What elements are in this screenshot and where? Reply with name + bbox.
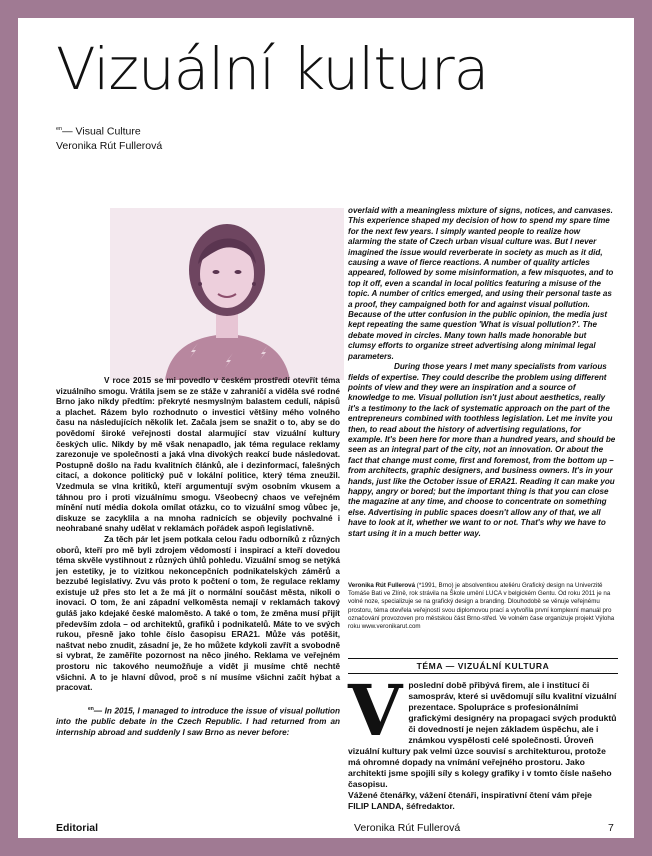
drop-cap: V [348,669,403,752]
page [18,18,634,838]
language-marker: en [56,126,63,132]
footer-author: Veronika Rút Fullerová [354,822,461,834]
portrait-illustration [110,208,344,380]
author-portrait [110,208,344,380]
czech-paragraph-1: V roce 2015 se mi povedlo v českém prostředí otevřít téma vizuálního smogu. Vrátila jsem se ze stáže v zahraničí a viděla své rodné Brno jako nikdy předtím: překryté nesmyslným balastem cedulí, nápisů a plachet. Rázem bylo rozhodnuto o investici většiny mého volného času na následujících několik let. Začala jsem se snažit o to, aby se do povědomí široké veřejnosti dostal alarmující stav vizuální kultury českých ulic. Nikdy by mě však nenapadlo, jak téma regulace reklamy zarezonuje ve společnosti a jaká vlna divokých reakcí bude následovat. Postupně došlo na řadu kvalitních článků, ale i dezinformací, falešných citací, a dokonce politický puč v lokální politice, který téma zneužil. Vzedmula se vlna kritiků, kteří argumentují svým osobním vkusem a táhnou pro i proti vizuálnímu smogu. Všeobecný chaos ve veřejném mínění nutí média dokola omílat otázku, co to vizuální smog vůbec je, diskuze se zacyklila a na mnoha radnicích se objevily pochvalné i neohrabané snahy udělat v reklamách pořádek aspoň legislativně. [56,376,340,534]
english-text-column [348,206,616,539]
page-number: 7 [608,822,614,834]
bio-text: (*1991, Brno) je absolventkou ateliéru Grafický design na Univerzitě Tomáše Bati ve Zlíně, rok strávila na Škole umění LUCA v belgickém Gentu. Od roku 2011 je na volné noze, specializuje se na grafický design a branding. Dlouhodobě se věnuje veřejnému prostoru, téma otevřela veřejností svou diplomovou prací a vytvořila první komplexní manuál pro označování provozoven pro městskou část Brno-střed. Ve volném čase organizuje projekt Výloha roku www.veronikarut.com [348,582,615,631]
subtitle-english [56,122,162,139]
theme-box-signoff: Vážené čtenářky, vážení čtenáři, inspirativní čtení vám přeje [348,790,592,800]
english-paragraph-1: overlaid with a meaningless mixture of signs, notices, and canvases. This experience shaped my decision of how to spend my spare time for the next few years. I simply wanted people to realize how alarming the state of Czech urban visual culture was. But I never imagined the issue would reverberate in society as much as it did, causing a wave of fierce reactions. A number of quality articles appeared, followed by some misinformation, a few misquotes, and to top it off, even a scandal in local politics featuring a misuse of the topic. A number of critics emerged, and using their personal taste as a proof, they campaigned both for and against visual pollution. Because of the utter confusion in the public opinion, the media just kept repeating the same question 'What is visual pollution?'. The debate moved in circles. Many town halls made honorable but clumsy efforts to organize street advertising along minimal legal parameters. [348,206,614,361]
theme-box-text: poslední době přibývá firem, ale i institucí či samospráv, které si uvědomují sílu kvalitní vizuální prezentace. Spolupráce s profesionálními grafickými designéry na propagaci svých produktů či dovedností je nejen základem úspěchu, ale i známkou vyspělosti celé společnosti. Úroveň vizuální kultury pak velmi úzce souvisí s architekturou, protože má ohromné dopady na vnímání veřejného prostoru. Jako architekti jsme spojili síly s kolegy grafiky i v tomto čísle našeho časopisu. [348,680,617,789]
page-title: Vizuální kultura [56,35,489,103]
theme-box [348,658,618,812]
english-intro-paragraph [56,704,340,739]
theme-box-heading: TÉMA — VIZUÁLNÍ KULTURA [348,658,618,674]
subtitle-english-text: — Visual Culture [62,125,141,138]
english-intro-text: — In 2015, I managed to introduce the issue of visual pollution into the public debate in the Czech Republic. I had returned from an internship abroad and suddenly I saw Brno as never before: [56,706,340,737]
theme-box-body [348,669,618,812]
english-paragraph-2: During those years I met many specialists from various fields of expertise. They could describe the problem using different points of view and they were an inspiration and a source of knowledge to me. Visual pollution isn't just about aesthetics, really it's a testimony to the lack of systematic approach on the part of the entrepreneurs combined with toothless legislation. Let me invite you then, to read about the history of advertising regulations, for example. It's been here for more than a hundred years, and should be seen as an integral part of the city, not an innovation. Or about the fact that change must come, first and foremost, from the bottom up – from architects, graphic designers, and business owners. It's in your hands, just like the October issue of ERA21. Reading it can make you happy, angry or bored; but the important thing is that you can close the magazine at any time, and choose to concentrate on something else. Advertising in public spaces doesn't allow any of that, we all have to look at it, whether we want to or not. That's why we have to start using it in a much better way. [348,362,616,538]
czech-paragraph-2: Za těch pár let jsem potkala celou řadu odborníků z různých oborů, kteří pro mě byli zdrojem vědomostí i inspirací a kteří dovedou téma skvěle vystihnout z různých úhlů pohledu. Vizuální smog se netýká jen estetiky, je to vizitkou nekoncepčních podnikatelských záměrů a bezzubé legislativy. Zvu vás proto k počtení o tom, že regulace reklamy existuje už přes sto let a že má jít o normální součást města, nikoli o inovaci. O tom, že ani západní velkoměsta nemají v reklamách takový guláš jako kdejaké české maloměsto. A také o tom, že změna musí přijít především zdola – od architektů, grafiků i podnikatelů. Máte to ve svých rukou, přesně jako tohle číslo časopisu ERA21. Může vás potěšit, naštvat nebo znudit, zásadní je, že ho můžete kdykoli zavřít a svobodně si vybrat, že zaměříte pozornost na něco jiného. Reklama ve veřejném prostoru nic takového neumožňuje a vidět ji musíme chtě nechtě všichni. A to je hlavní důvod, proč s ní musíme všichni začít hýbat a pracovat. [56,534,340,693]
czech-text-column [56,376,340,738]
theme-box-editor: FILIP LANDA, šéfredaktor. [348,801,455,811]
author-name: Veronika Rút Fullerová [56,139,163,152]
author-bio [348,582,616,631]
language-marker: en [88,705,94,712]
subtitle-block [56,122,162,153]
bio-name: Veronika Rút Fullerová [348,582,416,589]
footer-section-label: Editorial [56,822,99,834]
